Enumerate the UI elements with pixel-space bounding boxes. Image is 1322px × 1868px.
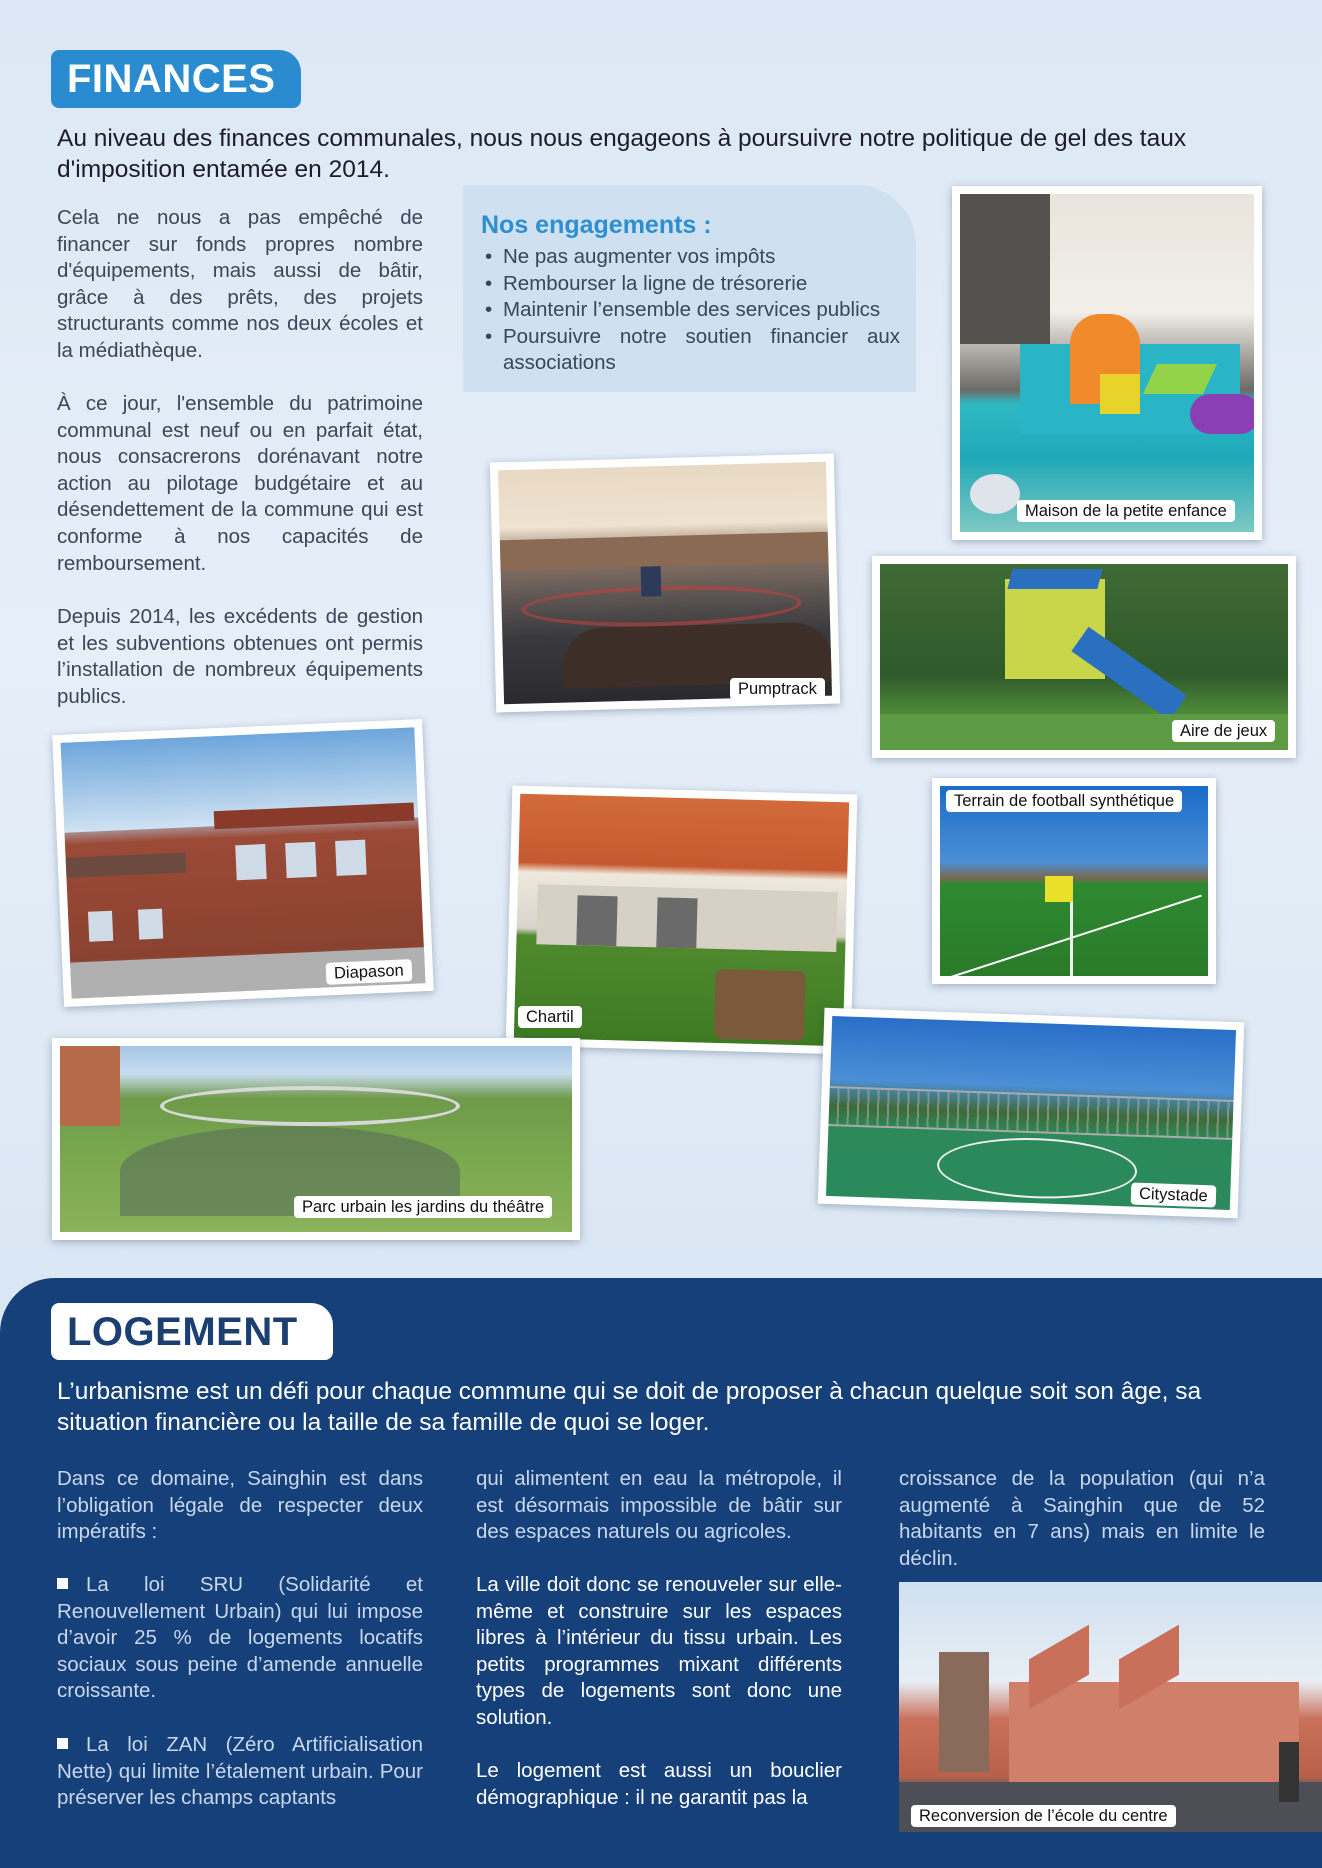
logement-col2-paragraph-2: La ville doit donc se renouveler sur elle-même et construire sur les espaces libres à l’intérieur du tissu urbain. Les petits programmes mixant différents types de logements sont donc une solution.	[476, 1573, 842, 1729]
caption-chartil: Chartil	[518, 1006, 582, 1028]
photo-ecole	[899, 1582, 1322, 1832]
caption-football: Terrain de football synthétique	[946, 790, 1182, 812]
logement-col1-paragraph-2: La loi SRU (Solidarité et Renouvellement Urbain) qui lui impose d’avoir 25 % de logements locatifs sociaux sous peine d’amende annuelle croissante.	[57, 1573, 423, 1703]
finances-paragraph-2: À ce jour, l'ensemble du patrimoine communal est neuf ou en parfait état, nous consacrerons dorénavant notre action au pilotage budgétaire et au désendettement de la commune qui est conforme à nos capacités de remboursement.	[57, 392, 423, 575]
photo-petite-enfance	[952, 186, 1262, 540]
engagement-item: • Rembourser la ligne de trésorerie	[481, 271, 900, 298]
engagements-list	[481, 244, 900, 377]
bullet-square-icon	[57, 1578, 68, 1589]
logement-col2-paragraph-3: Le logement est aussi un bouclier démographique : il ne garantit pas la	[476, 1759, 842, 1809]
finances-lead: Au niveau des finances communales, nous nous engageons à poursuivre notre politique de gel des taux d'imposition entamée en 2014.	[57, 125, 1187, 183]
logement-col3-paragraph-1: croissance de la population (qui n’a augmenté à Sainghin que de 52 habitants en 7 ans) mais en limite le déclin.	[899, 1467, 1265, 1570]
finances-paragraph-3: Depuis 2014, les excédents de gestion et les subventions obtenues ont permis l’installation de nombreux équipements publics.	[57, 605, 423, 708]
logement-col1-paragraph-1: Dans ce domaine, Sainghin est dans l’obligation légale de respecter deux impératifs :	[57, 1467, 423, 1544]
photo-pumptrack	[490, 454, 840, 713]
engagement-item: • Poursuivre notre soutien financier aux associations	[481, 324, 900, 377]
caption-citystade: Citystade	[1131, 1183, 1216, 1208]
caption-aire-jeux: Aire de jeux	[1172, 720, 1275, 742]
caption-parc: Parc urbain les jardins du théâtre	[294, 1196, 552, 1218]
caption-ecole: Reconversion de l’école du centre	[911, 1805, 1176, 1827]
engagements-title: Nos engagements :	[481, 211, 712, 239]
engagement-item: • Ne pas augmenter vos impôts	[481, 244, 900, 271]
engagement-item: • Maintenir l’ensemble des services publics	[481, 297, 900, 324]
caption-petite-enfance: Maison de la petite enfance	[1017, 500, 1235, 522]
logement-col2-paragraph-1: qui alimentent en eau la métropole, il est désormais impossible de bâtir sur des espaces naturels ou agricoles.	[476, 1467, 842, 1544]
logement-col1-paragraph-3: La loi ZAN (Zéro Artificialisation Nette) qui limite l’étalement urbain. Pour préserver les champs captants	[57, 1733, 423, 1810]
caption-diapason: Diapason	[326, 959, 413, 985]
finances-title: FINANCES	[51, 50, 301, 108]
logement-lead: L’urbanisme est un défi pour chaque commune qui se doit de proposer à chacun quelque soit son âge, sa situation financière ou la taille de sa famille de quoi se loger.	[57, 1378, 1202, 1436]
caption-pumptrack: Pumptrack	[730, 678, 825, 700]
logement-title: LOGEMENT	[51, 1303, 333, 1360]
engagements-box	[463, 185, 916, 392]
bullet-square-icon	[57, 1738, 68, 1749]
finances-paragraph-1: Cela ne nous a pas empêché de financer sur fonds propres nombre d'équipements, mais aussi de bâtir, grâce à des prêts, des projets structurants comme nos deux écoles et la médiathèque.	[57, 206, 423, 362]
